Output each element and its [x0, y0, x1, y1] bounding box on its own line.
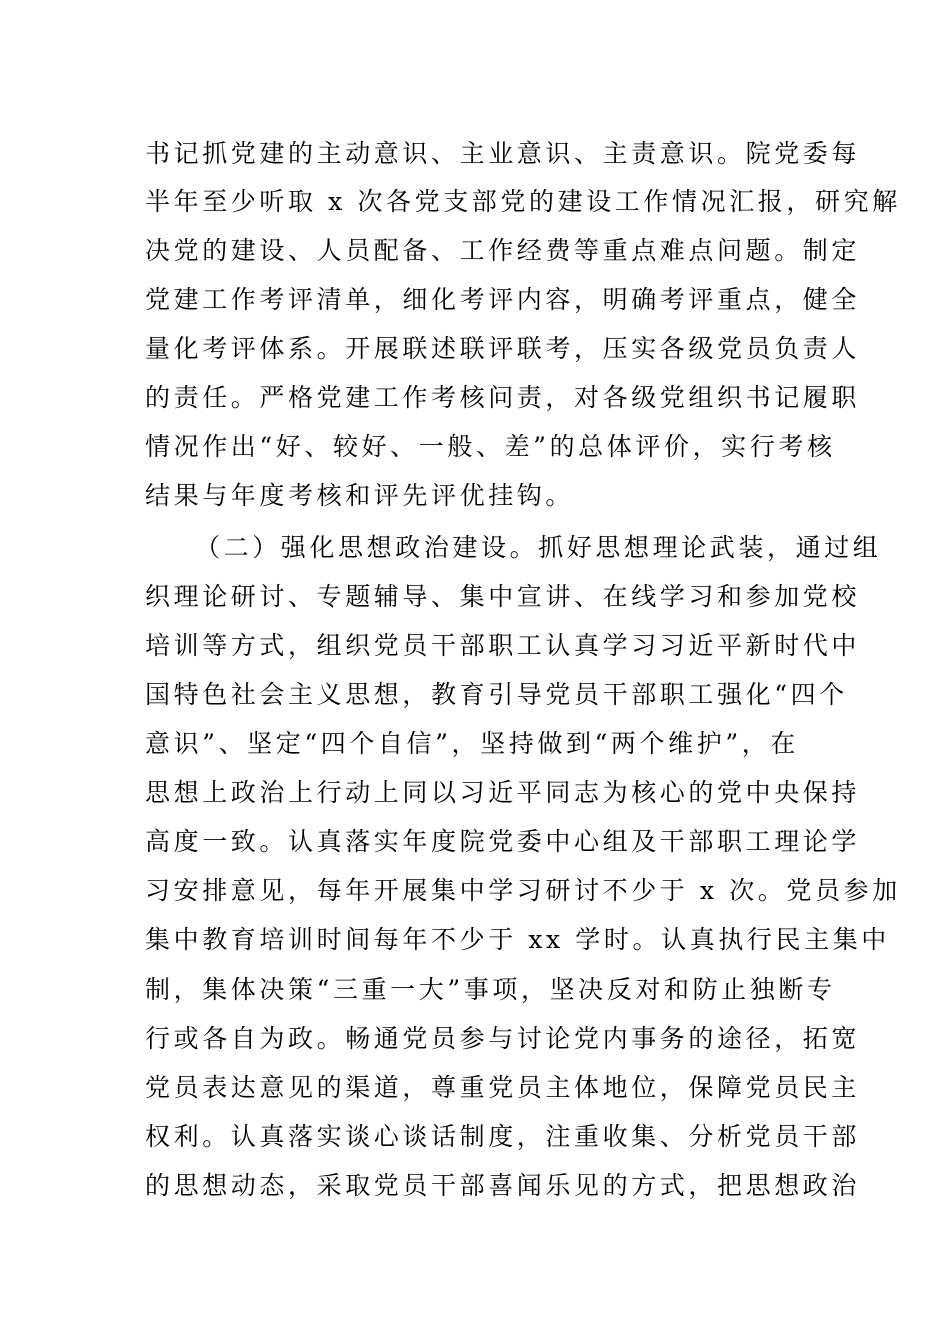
text-line-19: 行或各自为政。畅通党员参与讨论党内事务的途径，拓宽 [145, 1024, 861, 1053]
text-line-6: 的责任。严格党建工作考核问责，对各级党组织书记履职 [145, 383, 861, 412]
text-line-14: 思想上政治上行动上同以习近平同志为核心的党中央保持 [145, 778, 861, 807]
text-line-5: 量化考评体系。开展联述联评联考，压实各级党员负责人 [145, 334, 861, 363]
text-line-16: 习安排意见，每年开展集中学习研讨不少于 x 次。党员参加 [145, 876, 901, 905]
text-line-11: 培训等方式，组织党员干部职工认真学习习近平新时代中 [145, 631, 861, 660]
text-line-4: 党建工作考评清单，细化考评内容，明确考评重点，健全 [145, 285, 861, 314]
text-line-10: 织理论研讨、专题辅导、集中宣讲、在线学习和参加党校 [145, 582, 861, 611]
text-line-2: 半年至少听取 x 次各党支部党的建设工作情况汇报，研究解 [145, 187, 901, 216]
text-line-13: 意识”、坚定“四个自信”，坚持做到“两个维护”，在 [145, 729, 799, 758]
text-line-3: 决党的建设、人员配备、工作经费等重点难点问题。制定 [145, 236, 861, 265]
text-line-17: 集中教育培训时间每年不少于 xx 学时。认真执行民主集中 [145, 925, 890, 954]
text-line-22: 的思想动态，采取党员干部喜闻乐见的方式，把思想政治 [145, 1171, 861, 1200]
section-heading-line: （二）强化思想政治建设。抓好思想理论武装，通过组 [195, 533, 882, 562]
text-line-12: 国特色社会主义思想，教育引导党员干部职工强化“四个 [145, 680, 848, 709]
text-line-15: 高度一致。认真落实年度院党委中心组及干部职工理论学 [145, 827, 861, 856]
text-line-20: 党员表达意见的渠道，尊重党员主体地位，保障党员民主 [145, 1073, 861, 1102]
text-line-7: 情况作出“好、较好、一般、差”的总体评价，实行考核 [145, 432, 836, 461]
text-line-1: 书记抓党建的主动意识、主业意识、主责意识。院党委每 [145, 139, 861, 168]
text-line-18: 制，集体决策“三重一大”事项，坚决反对和防止独断专 [145, 975, 836, 1004]
text-line-21: 权利。认真落实谈心谈话制度，注重收集、分析党员干部 [145, 1122, 861, 1151]
text-line-8: 结果与年度考核和评先评优挂钩。 [145, 481, 575, 510]
